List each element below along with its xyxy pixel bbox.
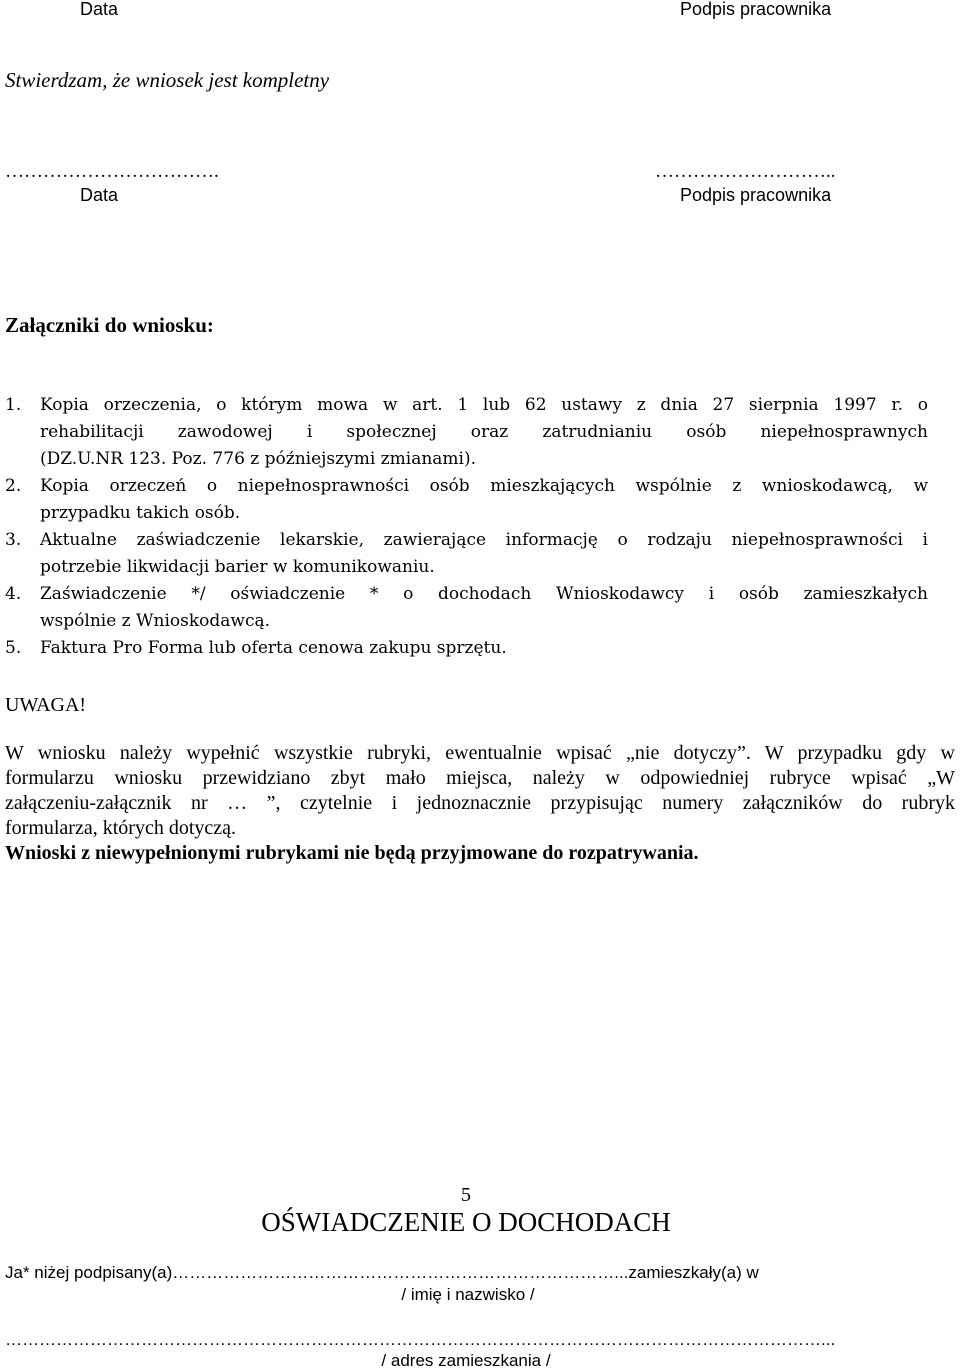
- notice-warning: Wnioski z niewypełnionymi rubrykami nie będą przyjmowane do rozpatrywania.: [5, 842, 699, 864]
- attachment-item: [5, 527, 928, 581]
- attachment-item-line: (DZ.U.NR 123. Poz. 776 z późniejszymi zmianami).: [40, 449, 477, 469]
- attachment-item: [5, 473, 928, 527]
- notice-line: załączeniu-załącznik nr … ”, czytelnie i jednoznacznie przypisując numery załączników do rubryk: [5, 792, 955, 814]
- notice-line: formularzu wniosku przewidziano zbyt mało miejsca, należy w odpowiedniej rubryce wpisać „W: [5, 767, 955, 789]
- declaration-title: OŚWIADCZENIE O DOCHODACH: [261, 1207, 671, 1237]
- attachment-item-number: 1.: [5, 395, 22, 415]
- signature-label: Podpis pracownika: [680, 185, 832, 205]
- attachments-list: [5, 392, 928, 662]
- name-caption: / imię i nazwisko /: [401, 1285, 535, 1304]
- attachment-item: [5, 635, 928, 662]
- attachment-item: [5, 581, 928, 635]
- date-dotted-line: …………………………….: [5, 161, 219, 182]
- notice-line: W wniosku należy wypełnić wszystkie rubryki, ewentualnie wpisać „nie dotyczy”. W przypadku gdy w: [5, 742, 955, 764]
- attachment-item-number: 2.: [5, 476, 22, 496]
- notice-paragraph: [5, 741, 955, 866]
- top-signature-label: Podpis pracownika: [680, 0, 832, 19]
- attachment-item-number: 4.: [5, 584, 22, 604]
- signature-dotted-line: ………………………..: [655, 161, 836, 182]
- declarant-line: Ja* niżej podpisany(a)……………………………………………………………………...zamieszkały(a) w: [5, 1263, 759, 1282]
- attachment-item-line: Kopia orzeczenia, o którym mowa w art. 1 lub 62 ustawy z dnia 27 sierpnia 1997 r. o: [40, 395, 928, 415]
- page-number: 5: [461, 1184, 471, 1206]
- attachment-item-number: 5.: [5, 638, 22, 658]
- completeness-statement: Stwierdzam, że wniosek jest kompletny: [5, 68, 330, 92]
- address-dotted-line: ………………………………………………………………………………………………………………………………...: [5, 1330, 836, 1349]
- attachment-item-line: rehabilitacji zawodowej i społecznej oraz zatrudnianiu osób niepełnosprawnych: [40, 422, 928, 442]
- attachment-item-line: Kopia orzeczeń o niepełnosprawności osób mieszkających wspólnie z wnioskodawcą, w: [40, 476, 928, 496]
- attachments-heading: Załączniki do wniosku:: [5, 313, 214, 337]
- attachment-item-line: przypadku takich osób.: [40, 503, 241, 523]
- attachment-item-line: Aktualne zaświadczenie lekarskie, zawierające informację o rodzaju niepełnosprawności i: [40, 530, 928, 550]
- attachment-item-line: potrzebie likwidacji barier w komunikowaniu.: [40, 557, 435, 577]
- attachment-item-line: wspólnie z Wnioskodawcą.: [40, 611, 271, 631]
- attachment-item: [5, 392, 928, 473]
- attachment-item-line: Zaświadczenie */ oświadczenie * o dochodach Wnioskodawcy i osób zamieszkałych: [40, 584, 928, 604]
- attachment-item-line: Faktura Pro Forma lub oferta cenowa zakupu sprzętu.: [40, 638, 507, 658]
- notice-line: formularza, których dotyczą.: [5, 817, 237, 839]
- top-date-label: Data: [80, 0, 119, 19]
- attachment-item-number: 3.: [5, 530, 22, 550]
- notice-heading: UWAGA!: [5, 694, 87, 716]
- address-caption: / adres zamieszkania /: [381, 1351, 551, 1370]
- date-label: Data: [80, 185, 119, 205]
